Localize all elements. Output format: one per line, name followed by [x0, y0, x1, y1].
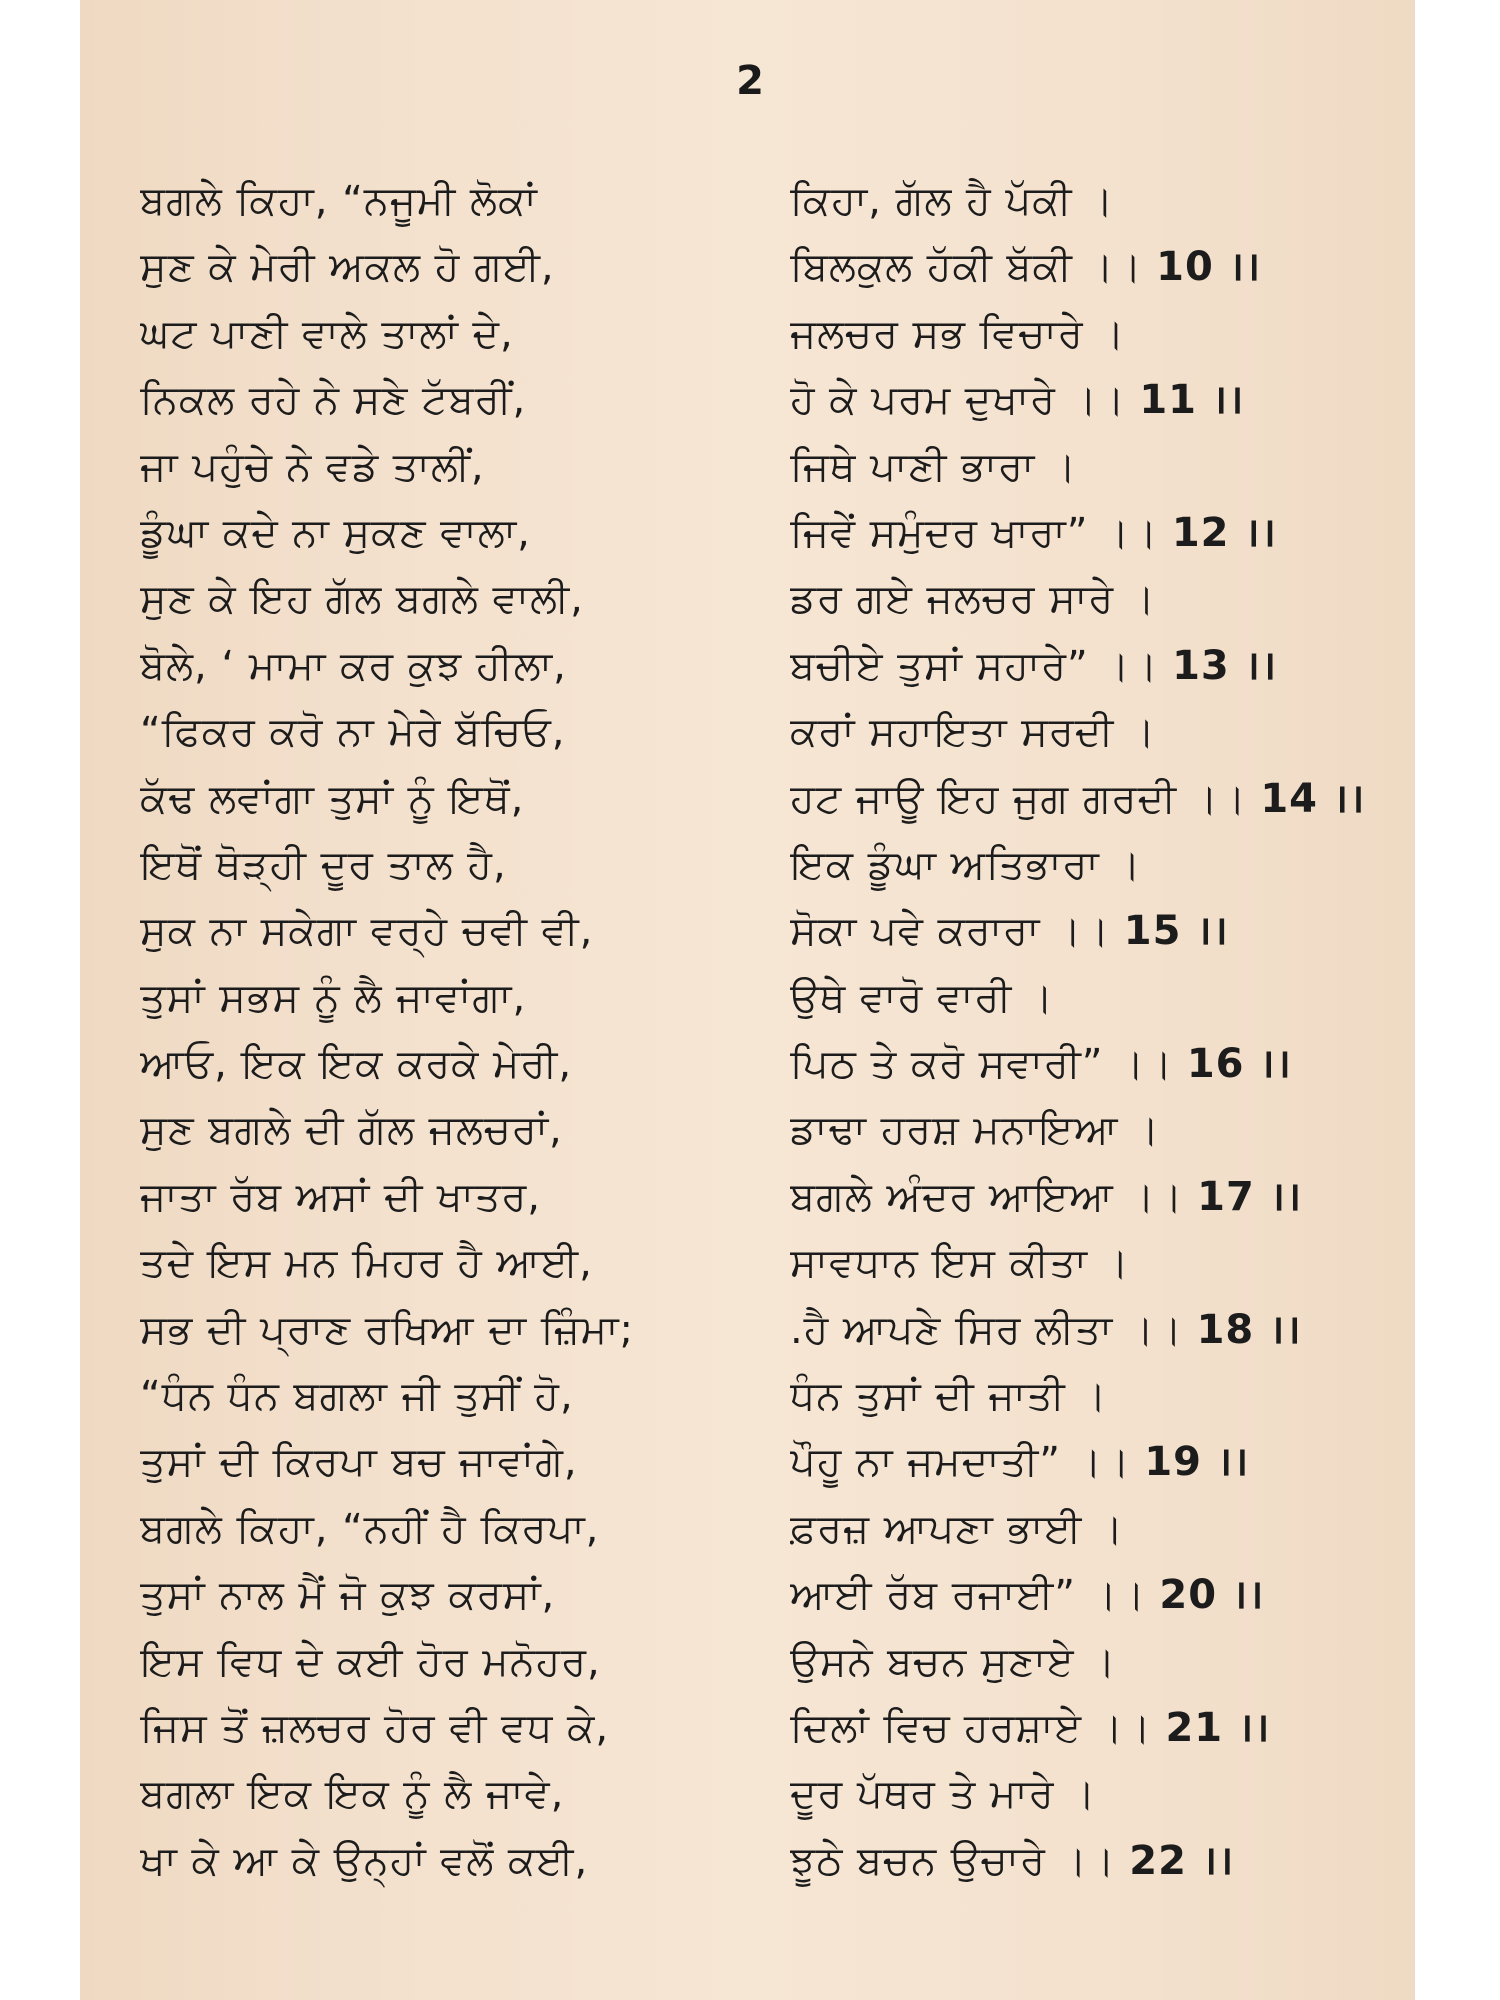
verse-line-right: ਕਿਹਾ, ਗੱਲ ਹੈ ਪੱਕੀ ।	[790, 178, 1115, 224]
verse-row	[0, 367, 1500, 433]
verse-row	[0, 1429, 1500, 1495]
verse-row	[0, 1496, 1500, 1562]
verse-row	[0, 1761, 1500, 1827]
verse-row	[0, 1164, 1500, 1230]
verse-number: 19 ।।	[1144, 1439, 1250, 1486]
verse-line-right: .ਹੈ ਆਪਣੇ ਸਿਰ ਲੀਤਾ ।। 18 ।।	[790, 1306, 1302, 1353]
verse-row	[0, 965, 1500, 1031]
verse-line-right: ਜਿਥੇ ਪਾਣੀ ਭਾਰਾ ।	[790, 443, 1077, 490]
verse-line-left: ਡੂੰਘਾ ਕਦੇ ਨਾ ਸੁਕਣ ਵਾਲਾ,	[140, 509, 531, 556]
page-number: 2	[736, 58, 764, 104]
verse-row	[0, 898, 1500, 964]
verse-line-left: ਜਾ ਪਹੁੰਚੇ ਨੇ ਵਡੇ ਤਾਲੀਂ,	[140, 443, 485, 490]
verse-row	[0, 766, 1500, 832]
verse-row	[0, 1629, 1500, 1695]
verse-line-left: ਇਸ ਵਿਧ ਦੇ ਕਈ ਹੋਰ ਮਨੋਹਰ,	[140, 1638, 601, 1685]
verse-row	[0, 1562, 1500, 1628]
verse-row	[0, 500, 1500, 566]
verse-number: 20 ।।	[1159, 1572, 1265, 1619]
verse-number: 15 ।।	[1123, 908, 1229, 955]
verse-row	[0, 1230, 1500, 1296]
verse-row	[0, 1828, 1500, 1894]
verse-line-left: ਜਿਸ ਤੋਂ ਜ਼ਲਚਰ ਹੋਰ ਵੀ ਵਧ ਕੇ,	[140, 1704, 610, 1751]
verse-line-right: ਧੰਨ ਤੁਸਾਂ ਦੀ ਜਾਤੀ ।	[790, 1373, 1108, 1420]
verse-number: 16 ।।	[1186, 1041, 1292, 1088]
verse-line-left: ਇਥੋਂ ਥੋੜ੍ਹੀ ਦੂਰ ਤਾਲ ਹੈ,	[140, 841, 507, 888]
verse-line-right: ਦੂਰ ਪੱਥਰ ਤੇ ਮਾਰੇ ।	[790, 1771, 1097, 1818]
verse-line-right: ਫ਼ਰਜ਼ ਆਪਣਾ ਭਾਈ ।	[790, 1505, 1125, 1552]
verse-line-left: ਤੁਸਾਂ ਦੀ ਕਿਰਪਾ ਬਚ ਜਾਵਾਂਗੇ,	[140, 1439, 578, 1486]
verse-row	[0, 1297, 1500, 1363]
verse-line-right: ਜਿਵੇਂ ਸਮੁੰਦਰ ਖਾਰਾ” ।। 12 ।।	[790, 509, 1277, 556]
verse-line-left: ਤੁਸਾਂ ਨਾਲ ਮੈਂ ਜੋ ਕੁਝ ਕਰਸਾਂ,	[140, 1572, 556, 1619]
verse-line-left: ਆਓ, ਇਕ ਇਕ ਕਰਕੇ ਮੇਰੀ,	[140, 1041, 573, 1088]
verse-line-right: ਉਥੇ ਵਾਰੋ ਵਾਰੀ ।	[790, 974, 1054, 1021]
verse-row	[0, 699, 1500, 765]
verse-line-right: ਕਰਾਂ ਸਹਾਇਤਾ ਸਰਦੀ ।	[790, 709, 1156, 756]
verse-line-left: ਕੱਢ ਲਵਾਂਗਾ ਤੁਸਾਂ ਨੂੰ ਇਥੋਂ,	[140, 775, 525, 822]
verse-line-right: ਝੂਠੇ ਬਚਨ ਉਚਾਰੇ ।। 22 ।।	[790, 1837, 1235, 1884]
verse-number: 11 ।।	[1139, 377, 1245, 424]
verse-number: 21 ।।	[1165, 1704, 1271, 1751]
verse-row	[0, 301, 1500, 367]
verse-line-left: ਸੁਕ ਨਾ ਸਕੇਗਾ ਵਰ੍ਹੇ ਚਵੀ ਵੀ,	[140, 908, 594, 955]
verse-line-left: ਖਾ ਕੇ ਆ ਕੇ ਉਨ੍ਹਾਂ ਵਲੋਂ ਕਈ,	[140, 1837, 589, 1884]
verse-row	[0, 1695, 1500, 1761]
verse-line-left: ਸੁਣ ਕੇ ਇਹ ਗੱਲ ਬਗਲੇ ਵਾਲੀ,	[140, 576, 584, 623]
verse-line-left: ਨਿਕਲ ਰਹੇ ਨੇ ਸਣੇ ਟੱਬਰੀਂ,	[140, 377, 527, 424]
verse-number: 18 ।।	[1196, 1306, 1302, 1353]
verse-table	[0, 168, 1500, 1894]
verse-line-right: ਡਾਢਾ ਹਰਸ਼ ਮਨਾਇਆ ।	[790, 1107, 1161, 1154]
verse-row	[0, 1363, 1500, 1429]
verse-line-right: ਬਗਲੇ ਅੰਦਰ ਆਇਆ ।। 17 ।।	[790, 1173, 1303, 1220]
verse-line-left: ਸੁਣ ਬਗਲੇ ਦੀ ਗੱਲ ਜਲਚਰਾਂ,	[140, 1107, 563, 1154]
verse-row	[0, 566, 1500, 632]
verse-number: 22 ।।	[1129, 1837, 1235, 1884]
verse-number: 13 ।।	[1172, 642, 1277, 689]
verse-line-left: ਬੋਲੇ, ‘ ਮਾਮਾ ਕਰ ਕੁਝ ਹੀਲਾ,	[140, 642, 567, 689]
verse-line-right: ਬਚੀਏ ਤੁਸਾਂ ਸਹਾਰੇ” ।। 13 ।।	[790, 642, 1277, 689]
verse-line-left: ਤੁਸਾਂ ਸਭਸ ਨੂੰ ਲੈ ਜਾਵਾਂਗਾ,	[140, 974, 527, 1021]
verse-line-right: ਸੋਕਾ ਪਵੇ ਕਰਾਰਾ ।। 15 ।।	[790, 908, 1229, 955]
verse-line-right: ਬਿਲਕੁਲ ਹੱਕੀ ਬੱਕੀ ।। 10 ।।	[790, 244, 1262, 291]
verse-line-left: “ਫਿਕਰ ਕਰੋ ਨਾ ਮੇਰੇ ਬੱਚਿਓ,	[140, 709, 566, 756]
verse-line-right: ਹੋ ਕੇ ਪਰਮ ਦੁਖਾਰੇ ।। 11 ।।	[790, 377, 1245, 424]
verse-line-left: ਬਗਲੇ ਕਿਹਾ, “ਨਜੂਮੀ ਲੋਕਾਂ	[140, 178, 538, 224]
verse-row	[0, 1097, 1500, 1163]
verse-line-left: “ਧੰਨ ਧੰਨ ਬਗਲਾ ਜੀ ਤੁਸੀਂ ਹੋ,	[140, 1373, 574, 1420]
verse-line-left: ਬਗਲਾ ਇਕ ਇਕ ਨੂੰ ਲੈ ਜਾਵੇ,	[140, 1771, 565, 1818]
verse-line-right: ਉਸਨੇ ਬਚਨ ਸੁਣਾਏ ।	[790, 1638, 1117, 1685]
verse-row	[0, 168, 1500, 234]
verse-row	[0, 1031, 1500, 1097]
verse-line-right: ਪੌਹੂ ਨਾ ਜਮਦਾਤੀ” ।। 19 ।।	[790, 1439, 1250, 1486]
verse-line-right: ਪਿਠ ਤੇ ਕਰੋ ਸਵਾਰੀ” ।। 16 ।।	[790, 1041, 1292, 1088]
verse-line-left: ਬਗਲੇ ਕਿਹਾ, “ਨਹੀਂ ਹੈ ਕਿਰਪਾ,	[140, 1505, 600, 1552]
verse-number: 10 ।।	[1156, 244, 1262, 291]
verse-line-left: ਤਦੇ ਇਸ ਮਨ ਮਿਹਰ ਹੈ ਆਈ,	[140, 1240, 593, 1287]
verse-row	[0, 434, 1500, 500]
verse-line-right: ਸਾਵਧਾਨ ਇਸ ਕੀਤਾ ।	[790, 1240, 1130, 1287]
verse-number: 12 ।।	[1171, 509, 1277, 556]
verse-line-right: ਜਲਚਰ ਸਭ ਵਿਚਾਰੇ ।	[790, 310, 1126, 357]
verse-row	[0, 234, 1500, 300]
verse-row	[0, 633, 1500, 699]
verse-row	[0, 832, 1500, 898]
verse-line-left: ਜਾਤਾ ਰੱਬ ਅਸਾਂ ਦੀ ਖਾਤਰ,	[140, 1173, 542, 1220]
verse-line-right: ਇਕ ਡੂੰਘਾ ਅਤਿਭਾਰਾ ।	[790, 841, 1142, 888]
verse-line-right: ਹਟ ਜਾਊ ਇਹ ਜੁਗ ਗਰਦੀ ।। 14 ।।	[790, 775, 1366, 822]
verse-line-left: ਸੁਣ ਕੇ ਮੇਰੀ ਅਕਲ ਹੋ ਗਈ,	[140, 244, 555, 291]
verse-line-left: ਘਟ ਪਾਣੀ ਵਾਲੇ ਤਾਲਾਂ ਦੇ,	[140, 310, 514, 357]
verse-number: 17 ।।	[1197, 1173, 1303, 1220]
verse-line-right: ਆਈ ਰੱਬ ਰਜਾਈ” ।। 20 ।।	[790, 1572, 1265, 1619]
verse-number: 14 ।।	[1260, 775, 1366, 822]
verse-line-right: ਦਿਲਾਂ ਵਿਚ ਹਰਸ਼ਾਏ ।। 21 ।।	[790, 1704, 1271, 1751]
verse-line-right: ਡਰ ਗਏ ਜਲਚਰ ਸਾਰੇ ।	[790, 576, 1156, 623]
verse-line-left: ਸਭ ਦੀ ਪ੍ਰਾਣ ਰਖਿਆ ਦਾ ਜ਼ਿੰਮਾ;	[140, 1306, 635, 1353]
